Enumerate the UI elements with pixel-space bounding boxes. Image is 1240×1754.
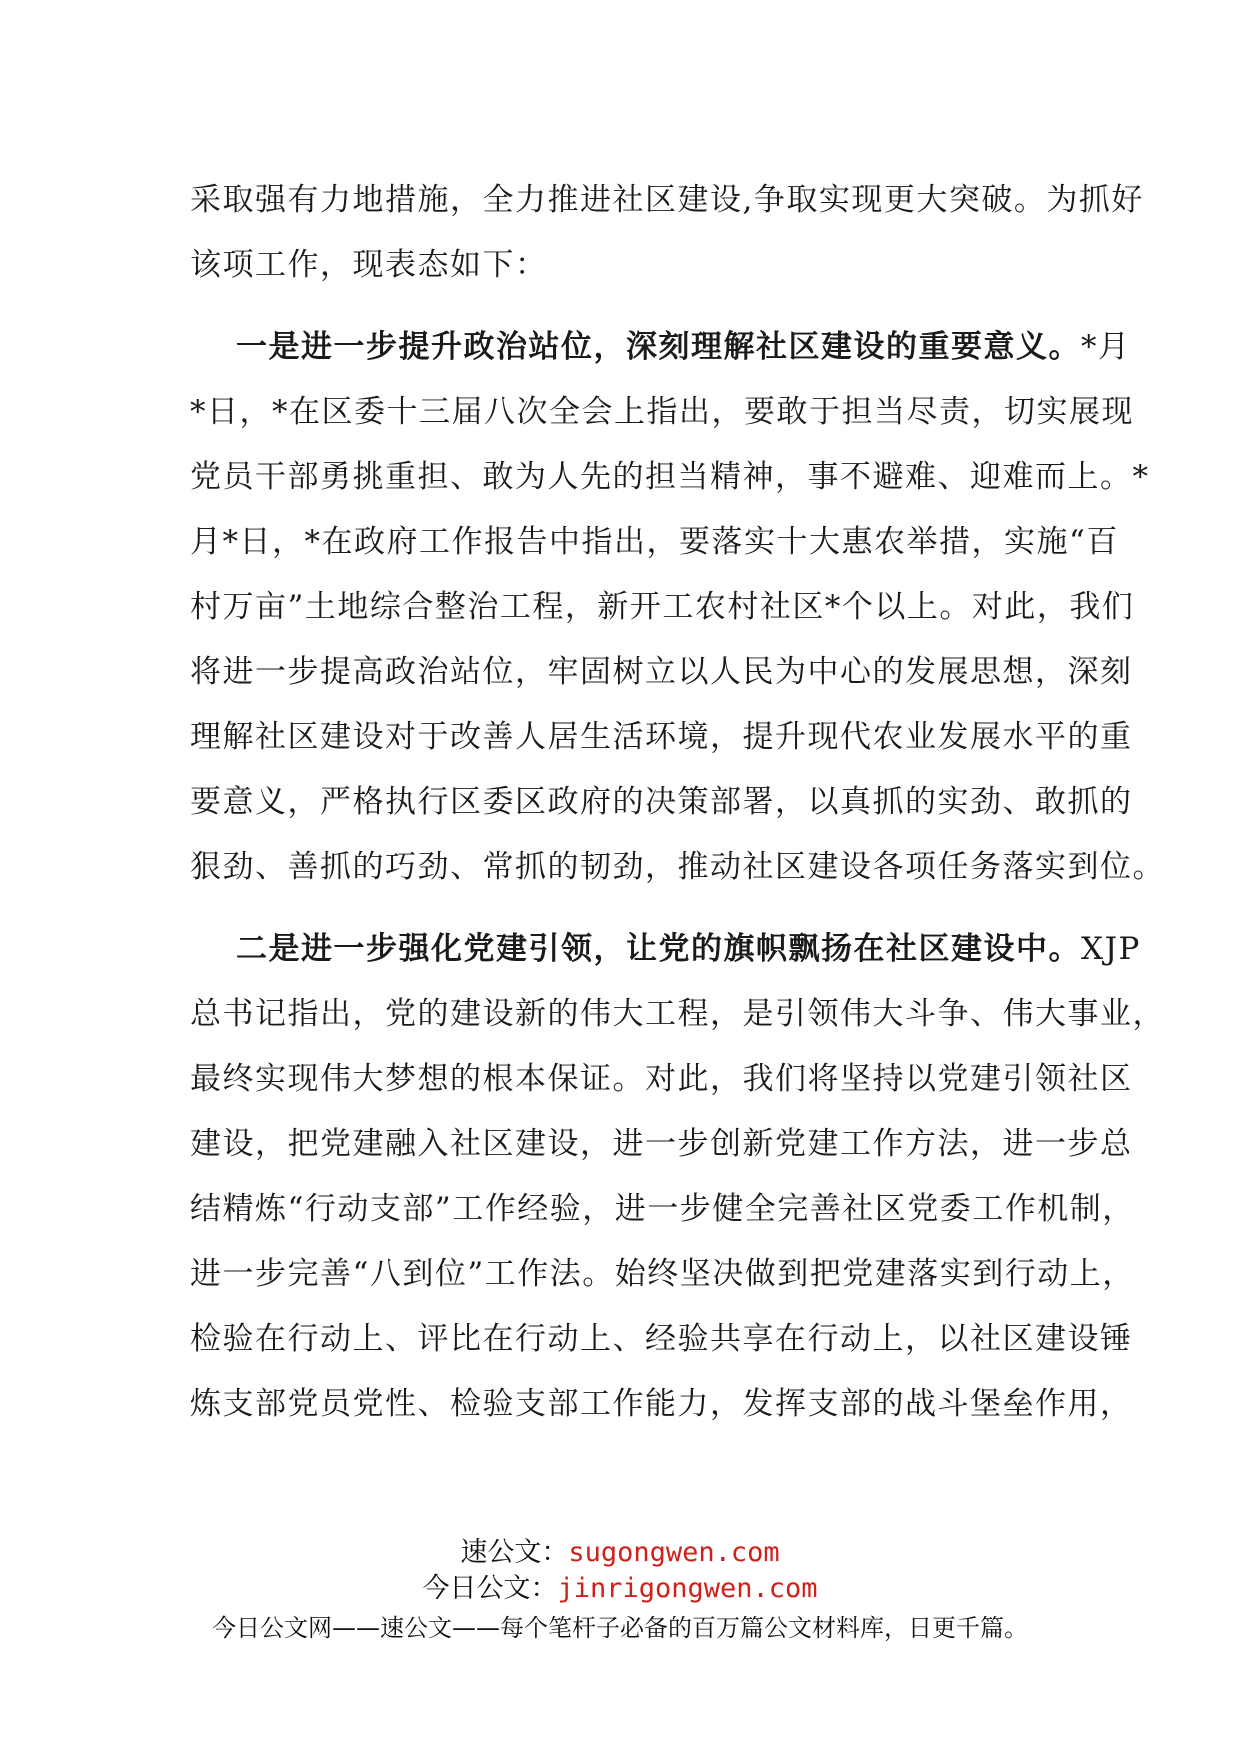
section1-line: 党员干部勇挑重担、敢为人先的担当精神，事不避难、迎难而上。* bbox=[190, 459, 1150, 495]
section1-first-line bbox=[190, 315, 1131, 380]
document-body bbox=[190, 168, 1165, 1437]
section1-line: 将进一步提高政治站位，牢固树立以人民为中心的发展思想，深刻 bbox=[190, 654, 1133, 690]
section2-line: 建设，把党建融入社区建设，进一步创新党建工作方法，进一步总 bbox=[190, 1126, 1133, 1162]
footer-site1 bbox=[0, 1535, 1240, 1571]
section2-line: 炼支部党员党性、检验支部工作能力，发挥支部的战斗堡垒作用， bbox=[190, 1386, 1133, 1422]
section1-line: *日，*在区委十三届八次全会上指出，要敢于担当尽责，切实展现 bbox=[190, 394, 1134, 430]
section1-line: 理解社区建设对于改善人居生活环境，提升现代农业发展水平的重 bbox=[190, 719, 1133, 755]
footer-site1-label: 速公文： bbox=[460, 1537, 569, 1568]
section2-line: 最终实现伟大梦想的根本保证。对此，我们将坚持以党建引领社区 bbox=[190, 1061, 1133, 1097]
footer-site1-link[interactable]: sugongwen.com bbox=[568, 1537, 780, 1568]
section2-line: 进一步完善“八到位”工作法。始终坚决做到把党建落实到行动上， bbox=[190, 1256, 1135, 1292]
section2-line: 总书记指出，党的建设新的伟大工程，是引领伟大斗争、伟大事业， bbox=[190, 996, 1165, 1032]
footer-site2 bbox=[0, 1571, 1240, 1607]
section2-line: 检验在行动上、评比在行动上、经验共享在行动上，以社区建设锤 bbox=[190, 1321, 1133, 1357]
footer-slogan: 今日公文网——速公文——每个笔杆子必备的百万篇公文材料库，日更千篇。 bbox=[212, 1614, 1028, 1642]
section2-line: 结精炼“行动支部”工作经验，进一步健全完善社区党委工作机制， bbox=[190, 1191, 1135, 1227]
section1-line: 村万亩”土地综合整治工程，新开工农村社区*个以上。对此，我们 bbox=[190, 589, 1135, 625]
section1-heading: 一是进一步提升政治站位，深刻理解社区建设的重要意义。 bbox=[236, 329, 1081, 365]
section1-line: 狠劲、善抓的巧劲、常抓的韧劲，推动社区建设各项任务落实到位。 bbox=[190, 849, 1165, 885]
section2-heading: 二是进一步强化党建引领，让党的旗帜飘扬在社区建设中。 bbox=[236, 931, 1081, 967]
section2-first-line-tail: XJP bbox=[1081, 931, 1141, 967]
section1-line: 月*日，*在政府工作报告中指出，要落实十大惠农举措，实施“百 bbox=[190, 524, 1119, 560]
section1-first-line-tail: *月 bbox=[1081, 329, 1131, 365]
footer-site2-link[interactable]: jinrigongwen.com bbox=[557, 1573, 818, 1604]
page-footer bbox=[0, 1535, 1240, 1647]
intro-line: 该项工作，现表态如下： bbox=[190, 247, 548, 283]
section1-line: 要意义，严格执行区委区政府的决策部署，以真抓的实劲、敢抓的 bbox=[190, 784, 1133, 820]
section2-first-line bbox=[190, 917, 1141, 982]
intro-line: 采取强有力地措施，全力推进社区建设,争取实现更大突破。为抓好 bbox=[190, 182, 1144, 218]
footer-site2-label: 今日公文： bbox=[422, 1573, 558, 1604]
